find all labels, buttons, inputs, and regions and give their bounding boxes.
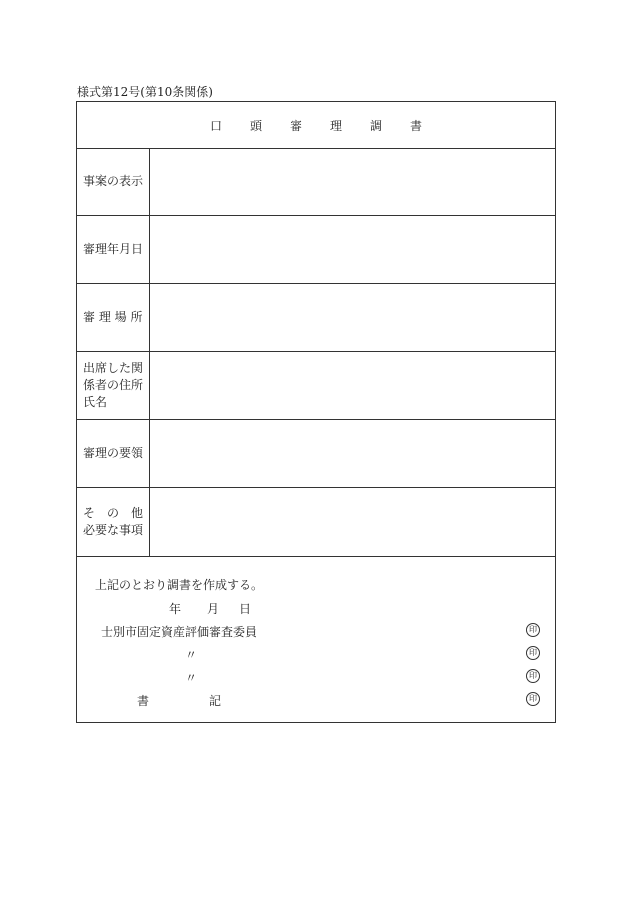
row-case-value[interactable] — [150, 148, 555, 215]
row-other — [77, 488, 555, 557]
row-attendees — [77, 352, 555, 420]
seal-icon: 印 — [526, 692, 540, 706]
row-summary — [77, 420, 555, 488]
date-month: 月 — [207, 602, 220, 616]
row-place-value[interactable] — [150, 284, 555, 351]
record-sheet — [76, 101, 556, 723]
title-char: 口 — [209, 118, 222, 133]
row-other-value[interactable] — [150, 488, 555, 556]
row-case — [77, 148, 555, 216]
seal-icon: 印 — [526, 646, 540, 660]
title-char: 審 — [289, 118, 302, 133]
row-date-value[interactable] — [150, 216, 555, 283]
date-year: 年 — [169, 602, 182, 616]
row-attendees-value[interactable] — [150, 352, 555, 419]
seal-icon: 印 — [526, 623, 540, 637]
committee-member-label: 士別市固定資産評価審査委員 — [101, 625, 258, 639]
label-line: 必要な事項 — [83, 523, 144, 537]
seal-icon: 印 — [526, 669, 540, 683]
document-title — [77, 102, 555, 149]
label-line: 係者の住所 — [83, 378, 144, 392]
label-line: 出席した関 — [83, 361, 144, 375]
clerk-label-1: 書 — [137, 694, 150, 708]
row-place-label: 審 理 場 所 — [77, 284, 150, 351]
title-char: 頭 — [249, 118, 262, 133]
row-other-label — [77, 488, 150, 556]
statement-text: 上記のとおり調書を作成する。 — [95, 578, 264, 592]
row-attendees-label — [77, 352, 150, 419]
title-char: 書 — [410, 118, 423, 133]
label-line: 氏名 — [83, 395, 108, 409]
ditto-mark: 〃 — [185, 671, 198, 685]
row-place — [77, 284, 555, 352]
row-date-label: 審理年月日 — [77, 216, 150, 283]
clerk-label-2: 記 — [209, 694, 222, 708]
row-date — [77, 216, 555, 284]
row-summary-value[interactable] — [150, 420, 555, 487]
signature-block — [77, 557, 555, 724]
row-summary-label: 審理の要領 — [77, 420, 150, 487]
label-line: そ の 他 — [83, 506, 144, 520]
row-case-label: 事案の表示 — [77, 148, 150, 215]
title-char: 調 — [370, 118, 383, 133]
ditto-mark: 〃 — [185, 648, 198, 662]
title-char: 理 — [330, 118, 343, 133]
date-day: 日 — [239, 602, 252, 616]
form-number-label: 様式第12号(第10条関係) — [77, 85, 213, 99]
